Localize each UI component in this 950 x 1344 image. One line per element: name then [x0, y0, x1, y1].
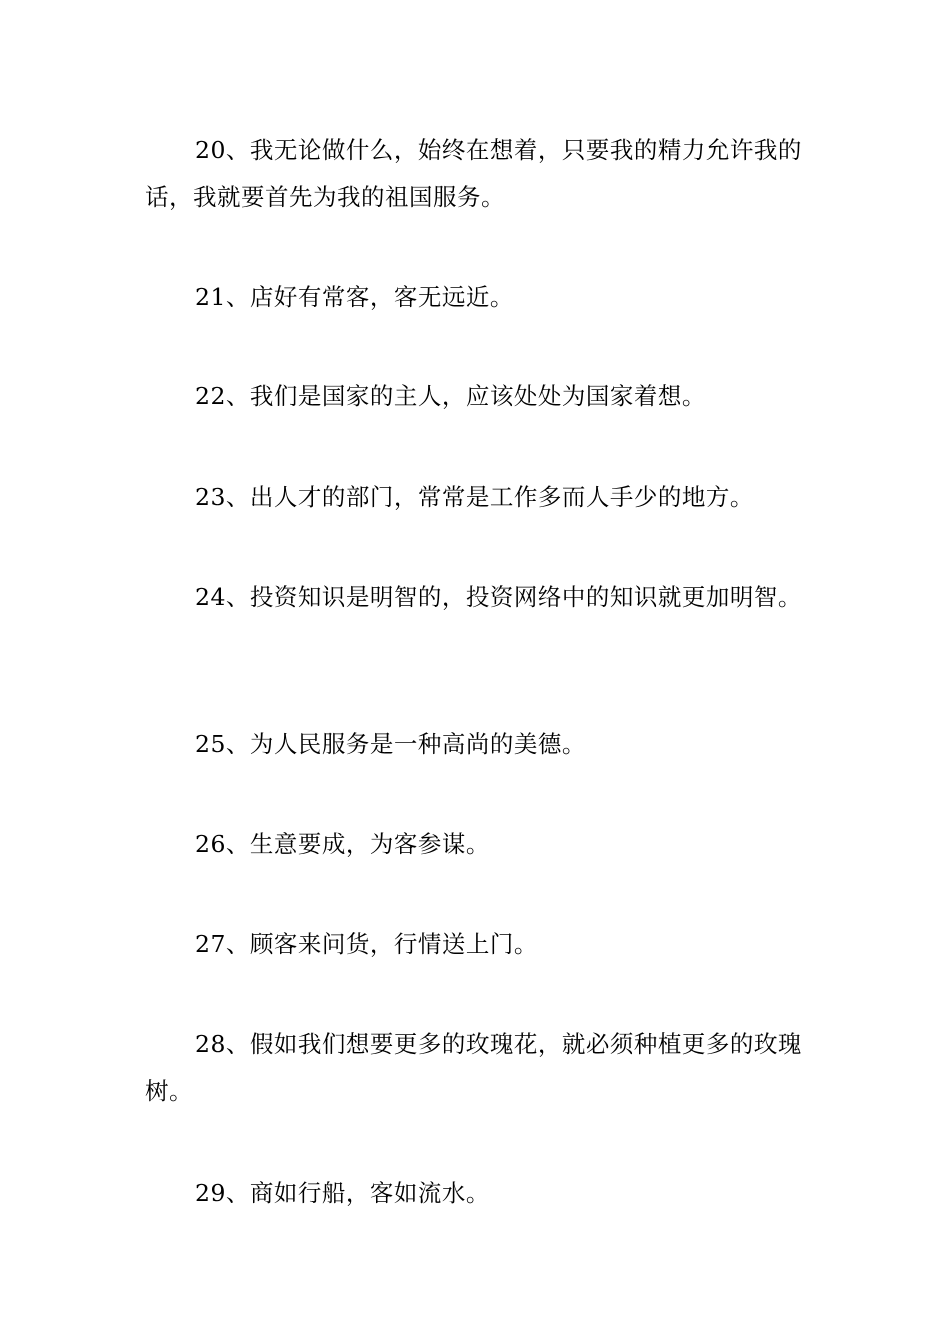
- paragraph-26: 26、生意要成，为客参谋。: [195, 830, 490, 858]
- paragraph-25: 25、为人民服务是一种高尚的美德。: [195, 730, 586, 758]
- paragraph-24: 24、投资知识是明智的，投资网络中的知识就更加明智。: [195, 583, 802, 611]
- paragraph-29: 29、商如行船，客如流水。: [195, 1179, 490, 1207]
- paragraph-27: 27、顾客来问货，行情送上门。: [195, 930, 538, 958]
- paragraph-21: 21、店好有常客，客无远近。: [195, 283, 514, 311]
- paragraph-20: 20、我无论做什么，始终在想着，只要我的精力允许我的话，我就要首先为我的祖国服务。: [145, 136, 802, 211]
- paragraph-23: 23、出人才的部门，常常是工作多而人手少的地方。: [195, 483, 754, 511]
- paragraph-28: 28、假如我们想要更多的玫瑰花，就必须种植更多的玫瑰树。: [145, 1030, 802, 1105]
- paragraph-22: 22、我们是国家的主人，应该处处为国家着想。: [195, 382, 706, 410]
